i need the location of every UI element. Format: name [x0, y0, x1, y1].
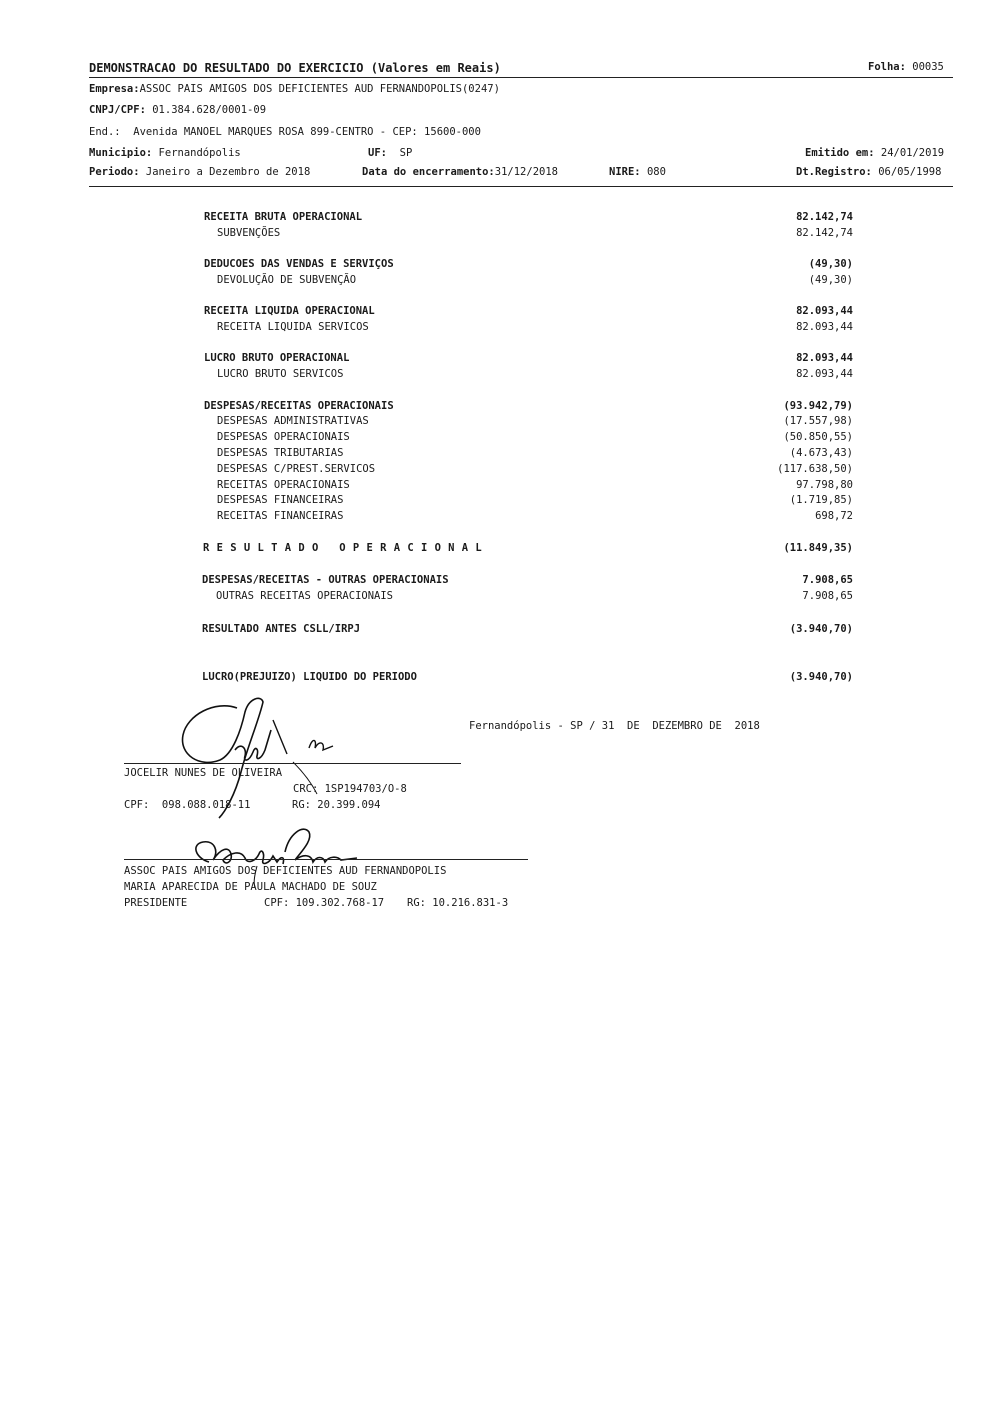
emitido-label: Emitido em: — [805, 147, 875, 159]
municipio-value: Fernandópolis — [158, 147, 241, 159]
folha-label: Folha: — [868, 61, 906, 73]
president-rg: RG: 10.216.831-3 — [407, 897, 509, 909]
section-title: DEDUCOES DAS VENDAS E SERVIÇOS — [204, 258, 394, 270]
president-role: PRESIDENTE — [124, 897, 188, 909]
header-rule-bottom — [89, 186, 953, 187]
president-signature-line — [124, 859, 528, 860]
periodo-field — [89, 166, 310, 179]
section-title: DESPESAS/RECEITAS - OUTRAS OPERACIONAIS — [202, 574, 449, 586]
line-item-label: RECEITAS OPERACIONAIS — [217, 479, 350, 491]
org-name: ASSOC PAIS AMIGOS DOS DEFICIENTES AUD FERNANDOPOLIS — [124, 865, 447, 877]
registro-label: Dt.Registro: — [796, 166, 872, 178]
section-total: (11.849,35) — [783, 542, 853, 554]
accountant-crc: CRC: 1SP194703/O-8 — [293, 783, 407, 795]
empresa-field — [89, 83, 500, 96]
accountant-cpf: CPF: 098.088.018-11 — [124, 799, 251, 811]
folha-value: 00035 — [912, 61, 944, 73]
municipio-label: Municipio: — [89, 147, 153, 159]
section-total: (3.940,70) — [789, 623, 853, 635]
president-cpf: CPF: 109.302.768-17 — [264, 897, 385, 909]
line-item-value: (50.850,55) — [783, 431, 853, 443]
endereco-value: Avenida MANOEL MARQUES ROSA 899-CENTRO - CEP: 15600-000 — [133, 126, 481, 138]
section-total: 82.093,44 — [796, 305, 853, 317]
line-item-value: (49,30) — [808, 274, 853, 286]
section-title: RECEITA BRUTA OPERACIONAL — [204, 211, 363, 223]
registro-field — [796, 166, 941, 179]
section-title: RESULTADO ANTES CSLL/IRPJ — [202, 623, 361, 635]
uf-label: UF: — [368, 147, 387, 159]
line-item-label: DESPESAS OPERACIONAIS — [217, 431, 350, 443]
president-name: MARIA APARECIDA DE PAULA MACHADO DE SOUZ — [124, 881, 377, 893]
municipio-field — [89, 147, 241, 160]
line-item-label: DESPESAS FINANCEIRAS — [217, 494, 344, 506]
section-title-resultado-operacional: RESULTADO OPERACIONAL — [203, 542, 490, 554]
endereco-label: End.: — [89, 126, 121, 138]
line-item-label: SUBVENÇÕES — [217, 227, 281, 239]
nire-field — [609, 166, 666, 179]
section-total: 82.093,44 — [796, 352, 853, 364]
section-title: DESPESAS/RECEITAS OPERACIONAIS — [204, 400, 394, 412]
line-item-value: (17.557,98) — [783, 415, 853, 427]
line-item-label: LUCRO BRUTO SERVICOS — [217, 368, 344, 380]
line-item-label: RECEITA LIQUIDA SERVICOS — [217, 321, 369, 333]
document-title: DEMONSTRACAO DO RESULTADO DO EXERCICIO (Valores em Reais) — [89, 61, 501, 75]
line-item-value: (4.673,43) — [789, 447, 853, 459]
accountant-rg: RG: 20.399.094 — [292, 799, 381, 811]
place-date: Fernandópolis - SP / 31 DE DEZEMBRO DE 2018 — [469, 720, 760, 732]
uf-value: SP — [399, 147, 413, 159]
line-item-value: (1.719,85) — [789, 494, 853, 506]
line-item-label: DESPESAS TRIBUTARIAS — [217, 447, 344, 459]
section-total: (3.940,70) — [789, 671, 853, 683]
folha-field — [868, 61, 944, 74]
empresa-value: ASSOC PAIS AMIGOS DOS DEFICIENTES AUD FERNANDOPOLIS(0247) — [139, 83, 500, 95]
line-item-label: DESPESAS C/PREST.SERVICOS — [217, 463, 376, 475]
cnpj-field — [89, 104, 266, 117]
section-total: (49,30) — [808, 258, 853, 270]
line-item-label: RECEITAS FINANCEIRAS — [217, 510, 344, 522]
uf-field — [368, 147, 412, 160]
periodo-value: Janeiro a Dezembro de 2018 — [145, 166, 311, 178]
line-item-value: 698,72 — [815, 510, 853, 522]
emitido-field — [805, 147, 944, 160]
section-title: RECEITA LIQUIDA OPERACIONAL — [204, 305, 375, 317]
registro-value: 06/05/1998 — [878, 166, 942, 178]
line-item-value: 82.142,74 — [796, 227, 853, 239]
section-title: LUCRO BRUTO OPERACIONAL — [204, 352, 350, 364]
endereco-field — [89, 126, 481, 139]
line-item-label: DEVOLUÇÃO DE SUBVENÇÃO — [217, 274, 357, 286]
nire-value: 080 — [646, 166, 666, 178]
section-total: 82.142,74 — [796, 211, 853, 223]
accountant-name: JOCELIR NUNES DE OLIVEIRA — [124, 767, 283, 779]
line-item-value: 7.908,65 — [802, 590, 853, 602]
accountant-signature-line — [124, 763, 461, 764]
nire-label: NIRE: — [609, 166, 641, 178]
periodo-label: Periodo: — [89, 166, 140, 178]
line-item-label: DESPESAS ADMINISTRATIVAS — [217, 415, 369, 427]
section-total: 7.908,65 — [802, 574, 853, 586]
section-title: LUCRO(PREJUIZO) LIQUIDO DO PERIODO — [202, 671, 417, 683]
section-total: (93.942,79) — [783, 400, 853, 412]
line-item-value: 82.093,44 — [796, 368, 853, 380]
line-item-label: OUTRAS RECEITAS OPERACIONAIS — [216, 590, 394, 602]
line-item-value: 97.798,80 — [796, 479, 853, 491]
empresa-label: Empresa: — [89, 83, 140, 95]
cnpj-label: CNPJ/CPF: — [89, 104, 146, 116]
encerramento-label: Data do encerramento: — [362, 166, 495, 178]
cnpj-value: 01.384.628/0001-09 — [152, 104, 267, 116]
emitido-value: 24/01/2019 — [880, 147, 945, 159]
header-rule-top — [89, 77, 953, 78]
line-item-value: 82.093,44 — [796, 321, 853, 333]
encerramento-value: 31/12/2018 — [494, 166, 558, 178]
encerramento-field — [362, 166, 558, 179]
line-item-value: (117.638,50) — [777, 463, 853, 475]
